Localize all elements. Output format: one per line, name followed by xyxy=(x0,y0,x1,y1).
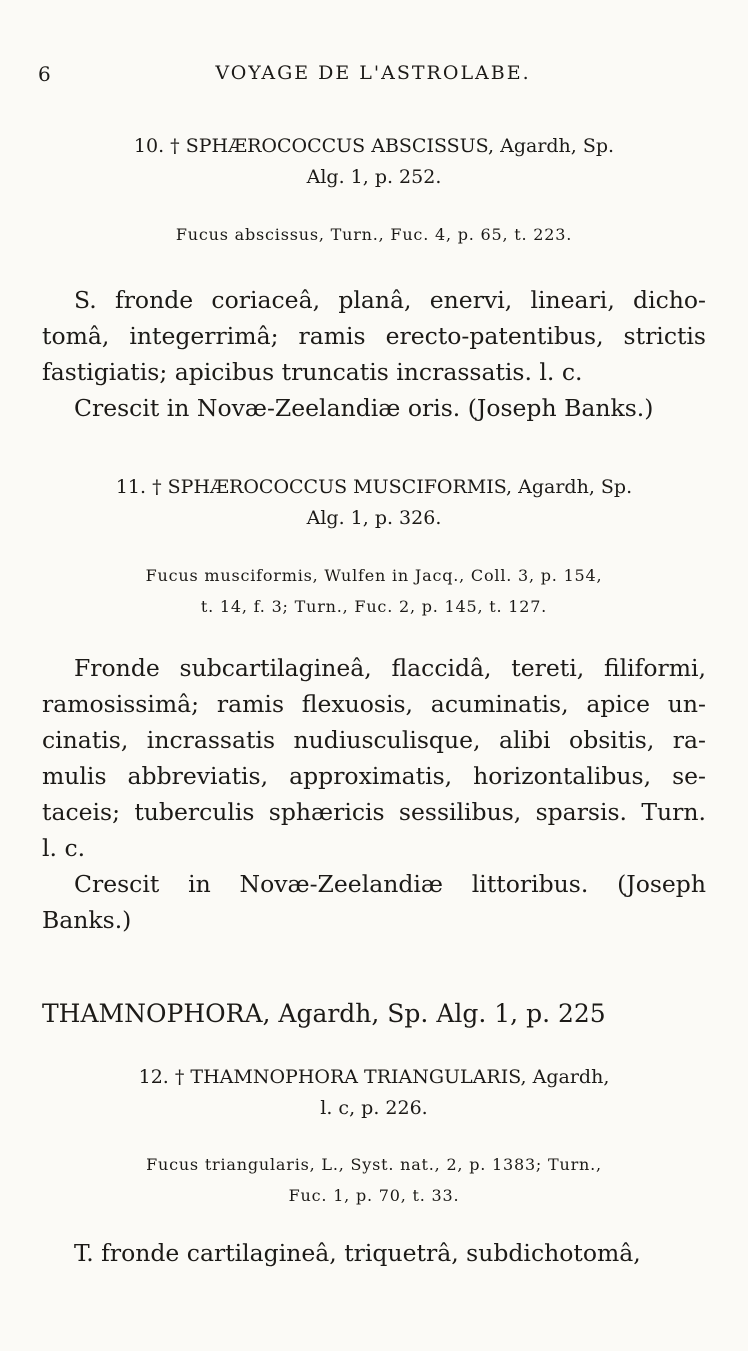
entry-12-syn-line2: Fuc. 1, p. 70, t. 33. xyxy=(288,1186,460,1205)
entry-11-desc-line2: ramosissimâ; ramis flexuosis, acuminatis, apice un- xyxy=(42,690,706,718)
entry-11-synonym xyxy=(42,560,706,622)
entry-12-description xyxy=(42,1235,706,1271)
entry-11-description xyxy=(42,650,706,938)
entry-12-head-line2: l. c, p. 226. xyxy=(320,1097,428,1119)
entry-11-desc-line5: taceis; tuberculis sphæricis sessilibus, sparsis. Turn. xyxy=(42,798,706,826)
entry-11-heading xyxy=(42,472,706,534)
entry-11-head-line1: 11. † SPHÆROCOCCUS MUSCIFORMIS, Agardh, Sp. xyxy=(115,476,633,498)
genus-heading: THAMNOPHORA, Agardh, Sp. Alg. 1, p. 225 xyxy=(42,999,606,1028)
entry-10-head-line1: 10. † SPHÆROCOCCUS ABSCISSUS, Agardh, Sp. xyxy=(133,135,615,157)
entry-11-head-line2: Alg. 1, p. 326. xyxy=(306,507,442,529)
entry-10-description xyxy=(42,282,706,426)
entry-12-synonym xyxy=(42,1149,706,1211)
entry-11-habitat-line1: Crescit in Novæ-Zeelandiæ littoribus. (Joseph xyxy=(74,870,706,898)
entry-10-synonym xyxy=(42,219,706,250)
entry-12-syn-line1: Fucus triangularis, L., Syst. nat., 2, p. 1383; Turn., xyxy=(146,1155,602,1174)
entry-10-heading xyxy=(42,131,706,193)
entry-11-desc-line6: l. c. xyxy=(42,834,86,862)
entry-11-syn-line1: Fucus musciformis, Wulfen in Jacq., Coll. 3, p. 154, xyxy=(145,566,603,585)
entry-11-desc-line3: cinatis, incrassatis nudiusculisque, alibi obsitis, ra- xyxy=(42,726,706,754)
running-title: VOYAGE DE L'ASTROLABE. xyxy=(215,62,531,84)
entry-10-desc-line1: S. fronde coriaceâ, planâ, enervi, lineari, dicho- xyxy=(74,286,706,314)
entry-12-heading xyxy=(42,1062,706,1124)
entry-11-habitat-line2: Banks.) xyxy=(42,906,132,934)
entry-11-desc-line1: Fronde subcartilagineâ, flaccidâ, tereti, filiformi, xyxy=(74,654,706,682)
entry-12-head-line1: 12. † THAMNOPHORA TRIANGULARIS, Agardh, xyxy=(138,1066,610,1088)
entry-10-desc-line2: tomâ, integerrimâ; ramis erecto-patentibus, strictis xyxy=(42,322,706,350)
entry-12-desc-line1: T. fronde cartilagineâ, triquetrâ, subdichotomâ, xyxy=(74,1239,641,1267)
entry-10-desc-line3: fastigiatis; apicibus truncatis incrassatis. l. c. xyxy=(42,358,583,386)
entry-10-head-line2: Alg. 1, p. 252. xyxy=(306,166,442,188)
entry-10-syn-line1: Fucus abscissus, Turn., Fuc. 4, p. 65, t. 223. xyxy=(175,225,573,244)
entry-11-desc-line4: mulis abbreviatis, approximatis, horizontalibus, se- xyxy=(42,762,706,790)
page-number: 6 xyxy=(38,62,51,86)
entry-10-habitat: Crescit in Novæ-Zeelandiæ oris. (Joseph Banks.) xyxy=(74,394,654,422)
running-header xyxy=(38,62,708,92)
entry-11-syn-line2: t. 14, f. 3; Turn., Fuc. 2, p. 145, t. 127. xyxy=(200,597,548,616)
